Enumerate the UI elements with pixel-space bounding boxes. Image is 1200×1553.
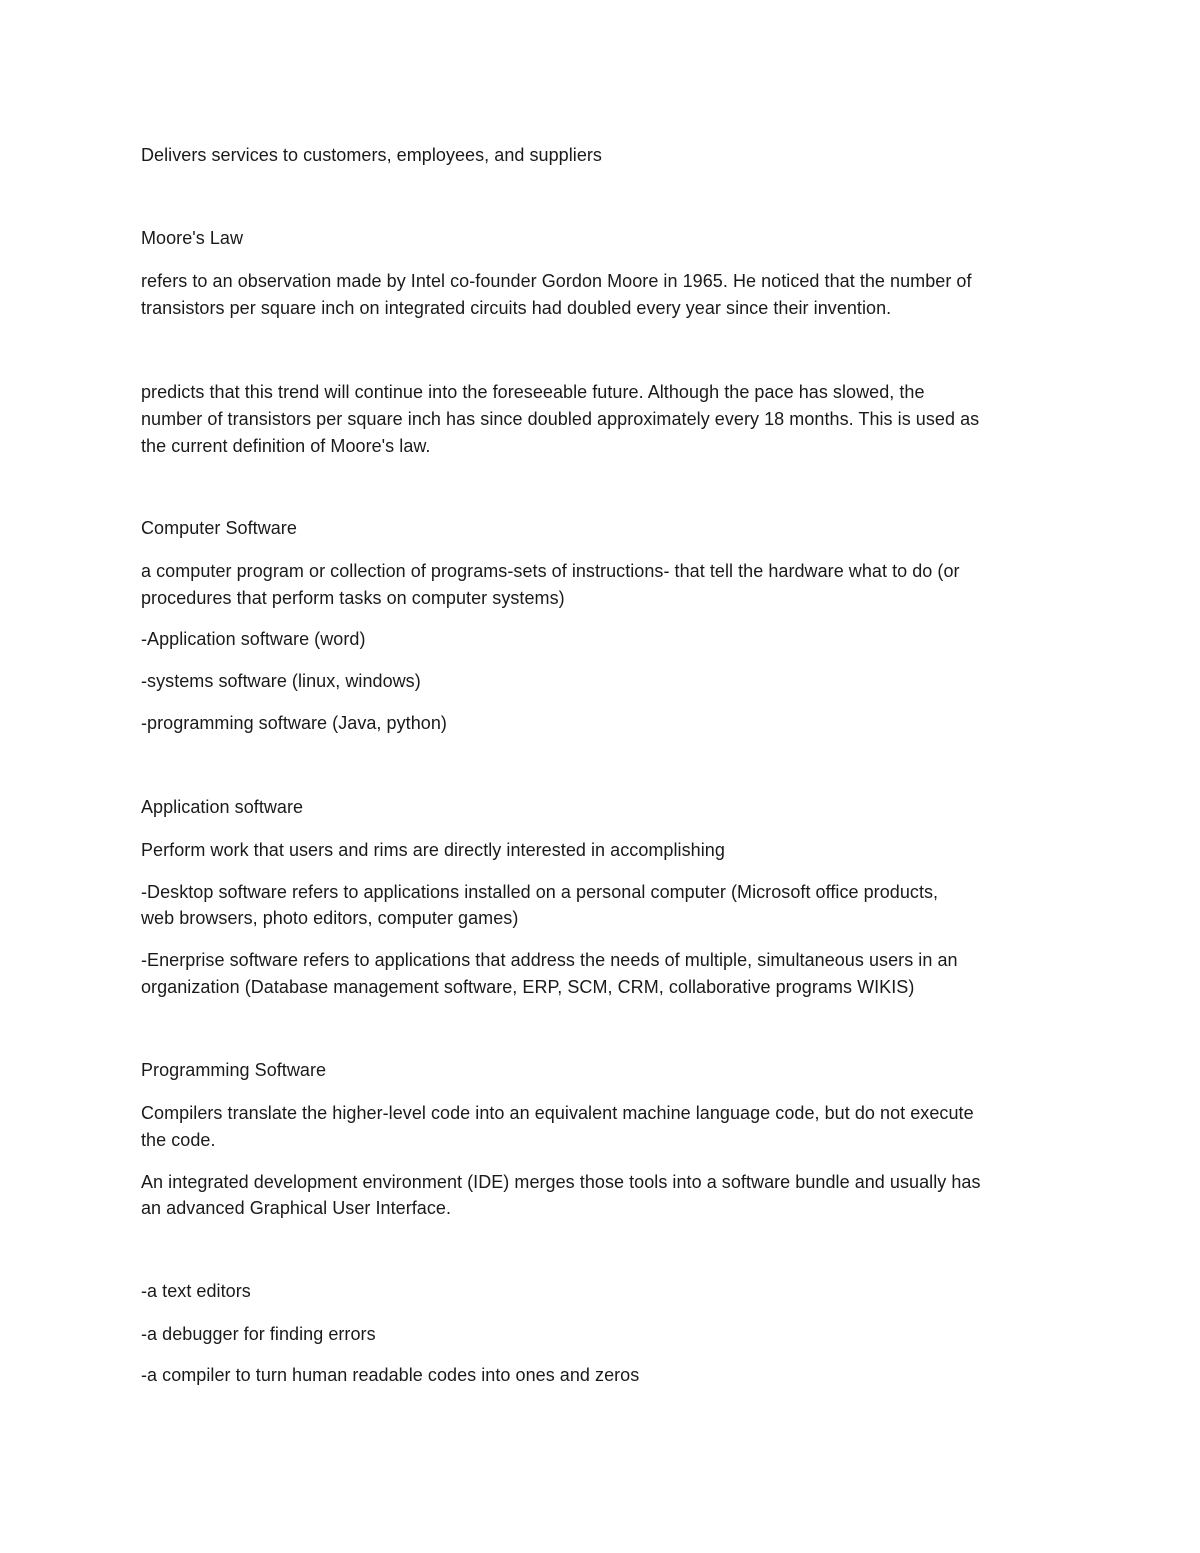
- paragraph-line: the current definition of Moore's law.: [141, 436, 431, 456]
- list-item: -a debugger for finding errors: [141, 1324, 376, 1344]
- paragraph-line: predicts that this trend will continue into the foreseeable future. Although the pace has slowed, the: [141, 382, 925, 402]
- paragraph-line: procedures that perform tasks on computer systems): [141, 588, 565, 608]
- list-item: -Enerprise software refers to applications that address the needs of multiple, simultaneous users in an: [141, 950, 958, 970]
- paragraph-line: Perform work that users and rims are directly interested in accomplishing: [141, 840, 725, 860]
- paragraph-line: a computer program or collection of programs-sets of instructions- that tell the hardware what to do (or: [141, 561, 960, 581]
- list-item: -a compiler to turn human readable codes into ones and zeros: [141, 1365, 640, 1385]
- paragraph-line: transistors per square inch on integrated circuits had doubled every year since their invention.: [141, 298, 892, 318]
- paragraph-line: Compilers translate the higher-level code into an equivalent machine language code, but do not execute: [141, 1103, 974, 1123]
- paragraph-line: an advanced Graphical User Interface.: [141, 1198, 452, 1218]
- heading-moores-law: Moore's Law: [141, 228, 244, 248]
- paragraph-line: refers to an observation made by Intel co-founder Gordon Moore in 1965. He noticed that the number of: [141, 271, 972, 291]
- paragraph-line: number of transistors per square inch has since doubled approximately every 18 months. This is used as: [141, 409, 980, 429]
- paragraph-line: the code.: [141, 1130, 216, 1150]
- list-item: -Desktop software refers to applications installed on a personal computer (Microsoft office products,: [141, 882, 939, 902]
- heading-programming-software: Programming Software: [141, 1060, 327, 1080]
- heading-application-software: Application software: [141, 797, 304, 817]
- list-item: -systems software (linux, windows): [141, 671, 421, 691]
- list-item: organization (Database management software, ERP, SCM, CRM, collaborative programs WIKIS): [141, 977, 915, 997]
- list-item: -Application software (word): [141, 629, 366, 649]
- heading-computer-software: Computer Software: [141, 518, 297, 538]
- list-item: web browsers, photo editors, computer games): [141, 908, 519, 928]
- list-item: -programming software (Java, python): [141, 713, 447, 733]
- list-item: -a text editors: [141, 1281, 251, 1301]
- intro-line: Delivers services to customers, employees, and suppliers: [141, 145, 602, 165]
- paragraph-line: An integrated development environment (IDE) merges those tools into a software bundle and usually has: [141, 1172, 981, 1192]
